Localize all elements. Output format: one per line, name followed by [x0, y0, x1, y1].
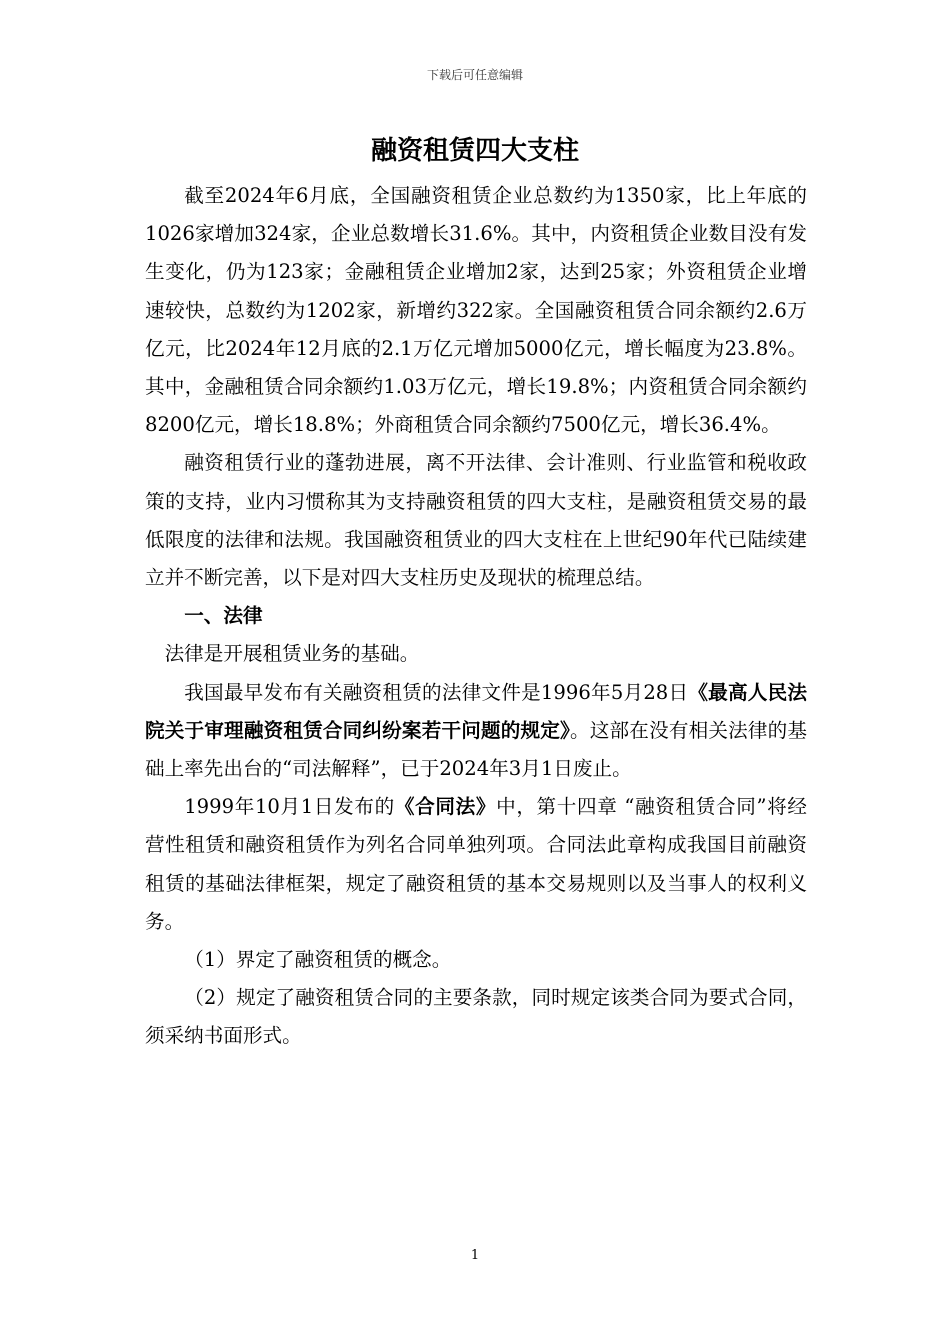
paragraph-statistics: 截至2024年6月底，全国融资租赁企业总数约为1350家，比上年底的1026家增加324家，企业总数增长31.6%。其中，内资租赁企业数目没有发生变化，仍为123家；金融租赁企业增加2家，达到25家；外资租赁企业增速较快，总数约为1202家，新增约322家。全国融资租赁合同余额约2.6万亿元，比2024年12月底的2.1万亿元增加5000亿元，增长幅度为23.8%。其中，金融租赁合同余额约1.03万亿元，增长19.8%；内资租赁合同余额约8200亿元，增长18.8%；外商租赁合同余额约7500亿元，增长36.4%。 [145, 184, 807, 437]
text-fragment: 。这部在没有相关法律的基础上率先出台的“司法解释”，已于2024年3月1日废止。 [145, 718, 808, 781]
list-item-definition: （1）界定了融资租赁的概念。 [184, 948, 452, 972]
document-body [145, 177, 807, 1056]
text-fragment: 我国最早发布有关融资租赁的法律文件是1996年5月28日 [184, 680, 689, 704]
paragraph-law-basis: 法律是开展租赁业务的基础。 [164, 642, 420, 666]
bold-title-contract-law: 《合同法》 [394, 795, 497, 819]
page-title: 融资租赁四大支柱 [370, 136, 579, 166]
paragraph-judicial-interpretation [145, 674, 807, 789]
page-header: 下载后可任意编辑 [426, 68, 523, 82]
section-heading-law: 一、法律 [184, 604, 263, 628]
bold-title-supreme-court-rule: 《最高人民法院关于审理融资租赁合同纠纷案若干问题的规定》 [145, 680, 807, 742]
paragraph-contract-law [145, 788, 807, 941]
page-number: 1 [470, 1248, 480, 1263]
list-item-contract-terms: （2）规定了融资租赁合同的主要条款，同时规定该类合同为要式合同，须采纳书面形式。 [145, 986, 807, 1048]
paragraph-four-pillars: 融资租赁行业的蓬勃进展，离不开法律、会计准则、行业监管和税收政策的支持，业内习惯称其为支持融资租赁的四大支柱，是融资租赁交易的最低限度的法律和法规。我国融资租赁业的四大支柱在上世纪90年代已陆续建立并不断完善，以下是对四大支柱历史及现状的梳理总结。 [145, 451, 807, 590]
text-fragment: 中，第十四章 “融资租赁合同”将经营性租赁和融资租赁作为列名合同单独列项。合同法此章构成我国目前融资租赁的基础法律框架，规定了融资租赁的基本交易规则以及当事人的权利义务。 [145, 795, 808, 933]
text-fragment: 1999年10月1日发布的 [184, 795, 395, 819]
